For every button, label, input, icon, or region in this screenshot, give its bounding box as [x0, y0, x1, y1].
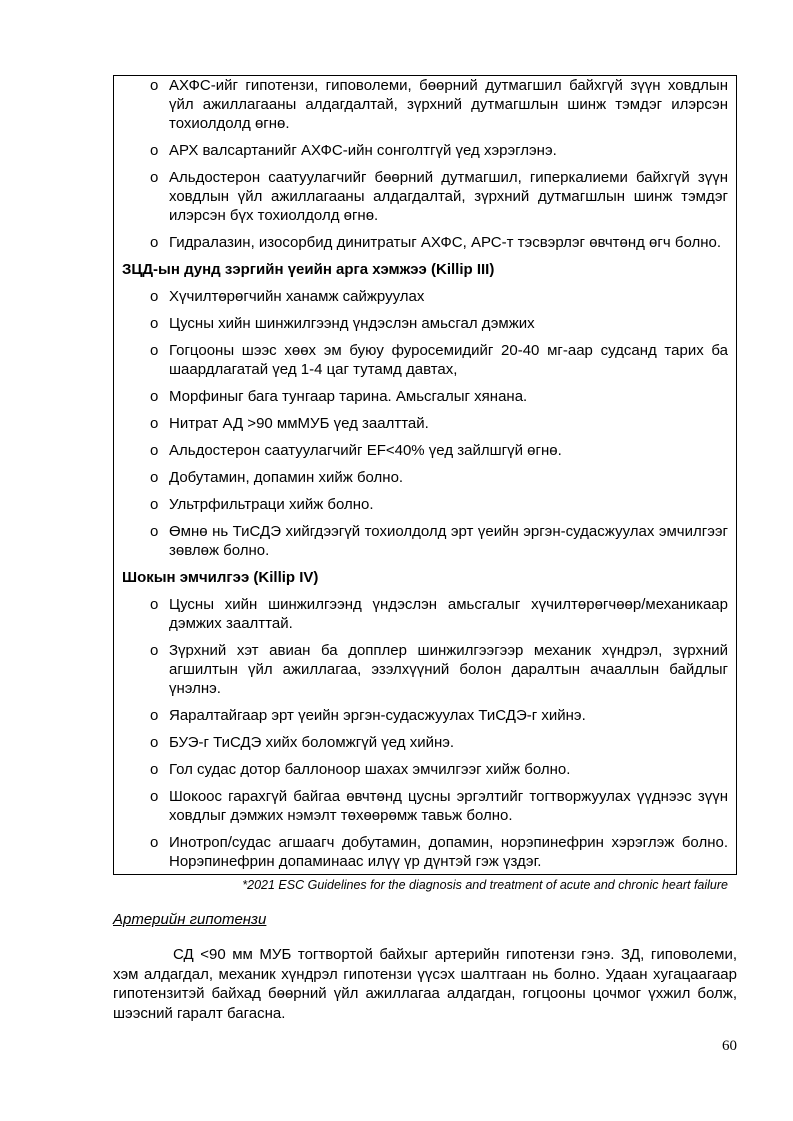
list-item [122, 441, 728, 460]
list-arb-therapy [122, 76, 728, 252]
circle-bullet-icon: o [150, 288, 159, 305]
list-item [122, 760, 728, 779]
guideline-box [113, 75, 737, 875]
list-item-text: Инотроп/судас агшаагч добутамин, допамин, норэпинефрин хэрэглэж болно. Норэпинефрин допаминаас илүү үр дүнтэй гэж үздэг. [169, 834, 728, 870]
circle-bullet-icon: o [150, 142, 159, 159]
list-item-text: Альдостерон саатуулагчийг EF<40% үед зайлшгүй өгнө. [169, 442, 562, 459]
list-item-text: Ультрфильтраци хийж болно. [169, 496, 374, 513]
circle-bullet-icon: o [150, 523, 159, 540]
circle-bullet-icon: o [150, 442, 159, 459]
list-item-text: АРХ валсартанийг АХФС-ийн сонголтгүй үед хэрэглэнэ. [169, 142, 557, 159]
list-item-text: Нитрат АД >90 ммМУБ үед заалттай. [169, 415, 429, 432]
list-item [122, 387, 728, 406]
list-item-text: АХФС-ийг гипотензи, гиповолеми, бөөрний дутмагшил байхгүй зүүн ховдлын үйл ажиллагааны алдагдалтай, зүрхний дутмагшлын шинж тэмдэг илэрсэн тохиолдолд өгнө. [169, 77, 728, 132]
list-item [122, 341, 728, 379]
list-item-text: Гогцооны шээс хөөх эм буюу фуросемидийг 20-40 мг-аар судсанд тарих ба шаардлагатай үед 1-4 цаг тутамд давтах, [169, 342, 728, 378]
circle-bullet-icon: o [150, 761, 159, 778]
list-item [122, 706, 728, 725]
list-item [122, 495, 728, 514]
circle-bullet-icon: o [150, 388, 159, 405]
list-item-text: Цусны хийн шинжилгээнд үндэслэн амьсгал дэмжих [169, 315, 535, 332]
list-item-text: Цусны хийн шинжилгээнд үндэслэн амьсгалыг хүчилтөрөгчөөр/механикаар дэмжих заалттай. [169, 596, 728, 632]
section-title-killip-3: ЗЦД-ын дунд зэргийн үеийн арга хэмжээ (Killip III) [122, 261, 495, 278]
list-item-text: Өмнө нь ТиСДЭ хийгдээгүй тохиолдолд эрт үеийн эргэн-судасжуулах эмчилгээг зөвлөж болно. [169, 523, 728, 559]
list-item-text: Гол судас дотор баллоноор шахах эмчилгээг хийж болно. [169, 761, 571, 778]
list-item-text: Морфиныг бага тунгаар тарина. Амьсгалыг хянана. [169, 388, 528, 405]
circle-bullet-icon: o [150, 834, 159, 851]
section-title-killip-4: Шокын эмчилгээ (Killip IV) [122, 569, 319, 586]
circle-bullet-icon: o [150, 788, 159, 805]
list-item [122, 522, 728, 560]
list-item [122, 468, 728, 487]
circle-bullet-icon: o [150, 642, 159, 659]
list-item [122, 287, 728, 306]
circle-bullet-icon: o [150, 315, 159, 332]
section-heading: Артерийн гипотензи [113, 911, 267, 928]
list-item-text: Альдостерон саатуулагчийг бөөрний дутмагшил, гиперкалиеми байхгүй зүүн ховдлын үйл ажиллагааны алдагдалтай, зүрхний дутмагшлын шинж тэмдэг илэрсэн бүх тохиолдолд өгнө. [169, 169, 728, 224]
list-item [122, 233, 728, 252]
circle-bullet-icon: o [150, 342, 159, 359]
circle-bullet-icon: o [150, 496, 159, 513]
list-killip-4 [122, 595, 728, 871]
list-item [122, 141, 728, 160]
list-item-text: Зүрхний хэт авиан ба допплер шинжилгээгээр механик хүндрэл, зүрхний агшилтын үйл ажиллагаа, эзэлхүүний болон даралтын ачааллын байдлыг үнэлнэ. [169, 642, 728, 697]
list-item-text: Яаралтайгаар эрт үеийн эргэн-судасжуулах ТиСДЭ-г хийнэ. [169, 707, 586, 724]
list-item [122, 414, 728, 433]
circle-bullet-icon: o [150, 707, 159, 724]
circle-bullet-icon: o [150, 415, 159, 432]
body-paragraph: СД <90 мм МУБ тогтвортой байхыг артерийн гипотензи гэнэ. ЗД, гиповолеми, хэм алдагдал, механик хүндрэл гипотензи үүсэх шалтгаан нь болно. Удаан хугацаагаар гипотензитэй байхад бөөрний үйл ажиллагаа алдагдан, гогцооны цочмог үхжил болж, шээсний гаралт багасна. [113, 946, 737, 1022]
circle-bullet-icon: o [150, 596, 159, 613]
page-number: 60 [722, 1038, 737, 1054]
list-item-text: Гидралазин, изосорбид динитратыг АХФС, АРС-т тэсвэрлэг өвчтөнд өгч болно. [169, 234, 722, 251]
source-footnote: *2021 ESC Guidelines for the diagnosis and treatment of acute and chronic heart failure [242, 878, 728, 892]
circle-bullet-icon: o [150, 169, 159, 186]
circle-bullet-icon: o [150, 234, 159, 251]
list-item [122, 641, 728, 698]
list-item [122, 314, 728, 333]
circle-bullet-icon: o [150, 469, 159, 486]
list-item [122, 733, 728, 752]
list-item [122, 76, 728, 133]
list-item [122, 787, 728, 825]
list-item-text: БУЭ-г ТиСДЭ хийх боломжгүй үед хийнэ. [169, 734, 455, 751]
list-item-text: Шокоос гарахгүй байгаа өвчтөнд цусны эргэлтийг тогтворжуулах үүднээс зүүн ховдлыг дэмжих нэмэлт төхөөрөмж тавьж болно. [169, 788, 728, 824]
circle-bullet-icon: o [150, 734, 159, 751]
list-item [122, 168, 728, 225]
list-item [122, 595, 728, 633]
list-item-text: Добутамин, допамин хийж болно. [169, 469, 404, 486]
circle-bullet-icon: o [150, 77, 159, 94]
list-item-text: Хүчилтөрөгчийн ханамж сайжруулах [169, 288, 425, 305]
list-item [122, 833, 728, 871]
list-killip-3 [122, 287, 728, 560]
